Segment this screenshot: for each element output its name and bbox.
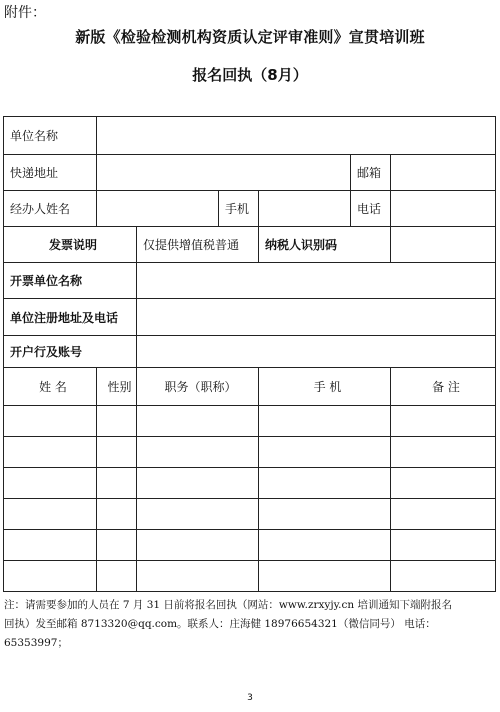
invoice-unit-name-field[interactable] [137, 263, 496, 299]
unit-name-label: 单位名称 [4, 117, 97, 155]
participant-position-cell[interactable] [137, 499, 259, 530]
participant-row [4, 437, 496, 468]
footnote [4, 596, 496, 653]
phone-label: 电话 [351, 191, 391, 227]
participant-remarks-cell[interactable] [391, 530, 496, 561]
participant-position-cell[interactable] [137, 406, 259, 437]
page-title: 新版《检验检测机构资质认定评审准则》宣贯培训班 [75, 28, 425, 46]
col-mobile-header: 手 机 [259, 368, 391, 406]
footnote-line-2: 回执）发至邮箱 8713320@qq.com。联系人：庄海健 18976654321（微信同号） 电话：65353997； [4, 618, 436, 649]
participant-position-cell[interactable] [137, 530, 259, 561]
participant-remarks-cell[interactable] [391, 468, 496, 499]
participant-row [4, 530, 496, 561]
invoice-unit-name-label: 开票单位名称 [4, 263, 137, 299]
row-invoice [4, 227, 496, 263]
participant-mobile-cell[interactable] [259, 437, 391, 468]
taxpayer-id-label: 纳税人识别码 [259, 227, 391, 263]
participant-mobile-cell[interactable] [259, 468, 391, 499]
participant-name-cell[interactable] [4, 499, 97, 530]
participant-mobile-cell[interactable] [259, 499, 391, 530]
unit-name-field[interactable] [97, 117, 496, 155]
participant-mobile-cell[interactable] [259, 406, 391, 437]
participant-remarks-cell[interactable] [391, 406, 496, 437]
registered-address-label: 单位注册地址及电话 [4, 299, 137, 336]
express-address-field[interactable] [97, 155, 351, 191]
row-registered-address [4, 299, 496, 336]
phone-field[interactable] [391, 191, 496, 227]
participant-row [4, 468, 496, 499]
invoice-note-label: 发票说明 [4, 227, 137, 263]
page-number: 3 [247, 693, 253, 703]
participant-name-cell[interactable] [4, 561, 97, 592]
registered-address-field[interactable] [137, 299, 496, 336]
participant-name-cell[interactable] [4, 406, 97, 437]
bank-account-field[interactable] [137, 336, 496, 368]
participant-position-cell[interactable] [137, 437, 259, 468]
col-name-header: 姓 名 [4, 368, 97, 406]
attachment-label: 附件： [4, 5, 46, 21]
row-invoice-unit [4, 263, 496, 299]
participant-gender-cell[interactable] [97, 530, 137, 561]
participant-gender-cell[interactable] [97, 499, 137, 530]
participant-name-cell[interactable] [4, 530, 97, 561]
postcode-field[interactable] [391, 155, 496, 191]
participant-mobile-cell[interactable] [259, 530, 391, 561]
participant-name-cell[interactable] [4, 437, 97, 468]
row-contact [4, 191, 496, 227]
participant-header-row [4, 368, 496, 406]
participant-name-cell[interactable] [4, 468, 97, 499]
express-address-label: 快递地址 [4, 155, 97, 191]
row-unit-name [4, 117, 496, 155]
participant-position-cell[interactable] [137, 468, 259, 499]
mobile-label: 手机 [219, 191, 259, 227]
participant-remarks-cell[interactable] [391, 499, 496, 530]
mobile-field[interactable] [259, 191, 351, 227]
participant-row [4, 561, 496, 592]
participant-mobile-cell[interactable] [259, 561, 391, 592]
contact-name-field[interactable] [97, 191, 219, 227]
participant-remarks-cell[interactable] [391, 561, 496, 592]
col-remarks-header: 备 注 [391, 368, 496, 406]
participant-row [4, 499, 496, 530]
contact-name-label: 经办人姓名 [4, 191, 97, 227]
footnote-line-1: 注：请需要参加的人员在 7 月 31 日前将报名回执（网站：www.zrxyjy.cn 培训通知下端附报名 [4, 599, 452, 611]
row-express-address [4, 155, 496, 191]
participant-remarks-cell[interactable] [391, 437, 496, 468]
participant-gender-cell[interactable] [97, 468, 137, 499]
col-position-header: 职务（职称） [137, 368, 259, 406]
taxpayer-id-field[interactable] [391, 227, 496, 263]
col-gender-header: 性别 [97, 368, 137, 406]
participant-gender-cell[interactable] [97, 437, 137, 468]
bank-account-label: 开户行及账号 [4, 336, 137, 368]
invoice-note-value: 仅提供增值税普通 [137, 227, 259, 263]
registration-form-table [3, 116, 496, 592]
participant-row [4, 406, 496, 437]
row-bank-account [4, 336, 496, 368]
participant-gender-cell[interactable] [97, 406, 137, 437]
page-subtitle: 报名回执（8月） [192, 66, 308, 84]
postcode-label: 邮箱 [351, 155, 391, 191]
participant-position-cell[interactable] [137, 561, 259, 592]
participant-gender-cell[interactable] [97, 561, 137, 592]
